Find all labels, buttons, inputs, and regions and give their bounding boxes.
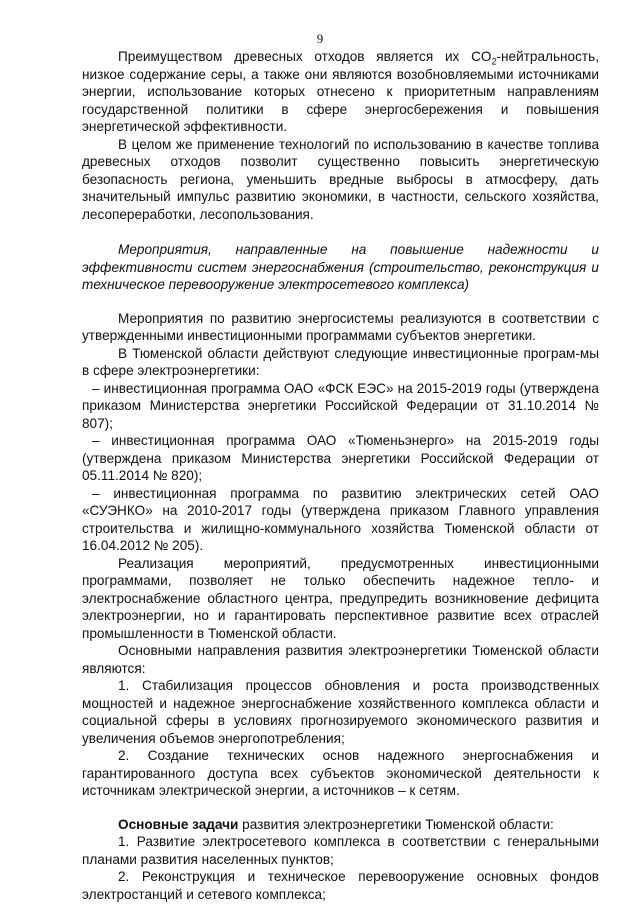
list-item-tyumenenergo-program: – инвестиционная программа ОАО «Тюменьэнерго» на 2015-2019 годы (утверждена приказом Министерства энергетики Российской Федерации от 05.11.2014 № 820); bbox=[82, 433, 599, 483]
paragraph-wood-waste-advantages: Преимуществом древесных отходов является их $CO_2$-нейтральность, низкое содержание серы, а также они являются возобновляемыми источниками энергии, использование которых отнесено к приоритетным направлениям государственной политики в сфере энергосбережения и повышения энергетической эффективности. bbox=[82, 49, 599, 134]
task-item-2: 2. Реконструкция и техническое перевооружение основных фондов электростанций и сетевого комплекса; bbox=[82, 869, 599, 902]
paragraph-implementation: Реализация мероприятий, предусмотренных инвестиционными программами, позволяет не только обеспечить надежное тепло- и электроснабжение областного центра, предупредить возникновение дефицита электроэнергии, но и гарантировать перспективное развитие всех отраслей промышленности в Тюменской области. bbox=[82, 555, 599, 641]
paragraph-energy-system-measures: Мероприятия по развитию энергосистемы реализуются в соответствии с утвержденными инвестиционными программами субъектов энергетики. bbox=[82, 310, 599, 343]
list-item-fsk-program: – инвестиционная программа ОАО «ФСК ЕЭС» на 2015-2019 годы (утверждена приказом Министерства энергетики Российской Федерации от 31.10.2014 № 807); bbox=[82, 380, 599, 431]
task-item-1: 1. Развитие электросетевого комплекса в соответствии с генеральными планами развития населенных пунктов; bbox=[82, 834, 599, 867]
main-tasks-label: Основные задачи bbox=[118, 816, 239, 832]
paragraph-wood-waste-technologies: В целом же применение технологий по использованию в качестве топлива древесных отходов позволит существенно повысить энергетическую безопасность региона, уменьшить вредные выбросы в атмосферу, дать значительный импульс развитию экономики, в частности, сельского хозяйства, лесопереработки, лесопользования. bbox=[82, 136, 599, 222]
document-body bbox=[82, 48, 599, 903]
numbered-item-1: 1. Стабилизация процессов обновления и роста производственных мощностей и надежное энергоснабжение хозяйственного комплекса области и социальной сферы в условиях прогнозируемого экономического развития и увеличения объемов энергопотребления; bbox=[82, 678, 599, 746]
section-heading: Мероприятия, направленные на повышение надежности и эффективности систем энергоснабжения (строительство, реконструкция и техническое перевооружение электросетевого комплекса) bbox=[82, 242, 599, 292]
numbered-item-2: 2. Создание технических основ надежного энергоснабжения и гарантированного доступа всех субъектов экономической деятельности к источникам электрической энергии, а источников – к сетям. bbox=[82, 748, 599, 798]
page-number: 9 bbox=[316, 31, 324, 46]
paragraph-main-directions: Основными направления развития электроэнергетики Тюменской области являются: bbox=[82, 643, 599, 676]
paragraph-main-tasks: Основные задачи развития электроэнергетики Тюменской области: bbox=[118, 816, 554, 832]
paragraph-investment-programs-intro: В Тюменской области действуют следующие инвестиционные програм-мы в сфере электроэнергетики: bbox=[82, 345, 599, 378]
list-item-suenko-program: – инвестиционная программа по развитию электрических сетей ОАО «СУЭНКО» на 2010-2017 годы (утверждена приказом Главного управления строительства и жилищно-коммунального хозяйства Тюменской области от 16.04.2012 № 205). bbox=[82, 485, 599, 553]
